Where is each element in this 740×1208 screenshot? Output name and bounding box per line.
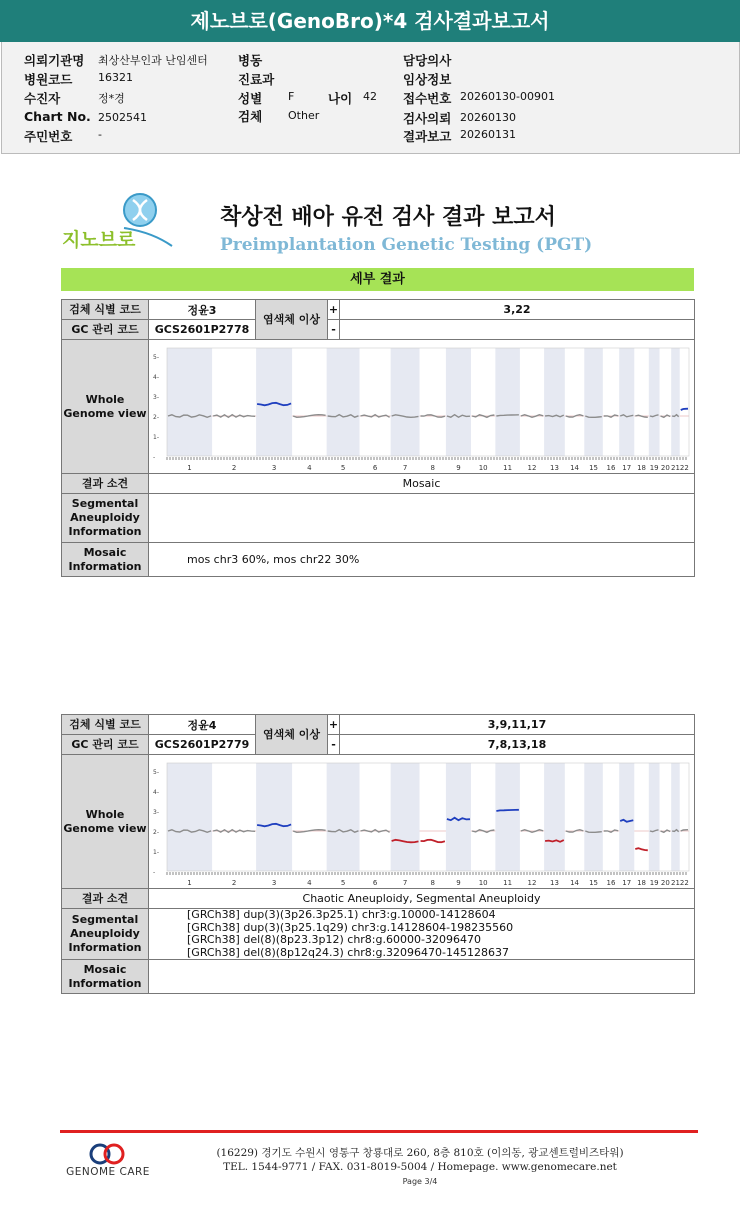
segmental-line: [GRCh38] dup(3)(3p25.1q29) chr3:g.14128604-198235560	[187, 920, 514, 934]
chromosome-band	[544, 348, 565, 456]
segmental-line: [GRCh38] dup(3)(3p26.3p25.1) chr3:g.10000-14128604	[187, 908, 496, 921]
cnv-segment-chr8	[421, 840, 445, 842]
section-title: 세부 결과	[61, 268, 694, 291]
page-number: Page 3/4	[402, 1177, 438, 1186]
report-title-english: Preimplantation Genetic Testing (PGT)	[220, 235, 593, 255]
y-tick-label: 1-	[153, 434, 159, 441]
cnv-segment-chr20	[661, 830, 671, 832]
whole-genome-plot-cell	[149, 340, 695, 474]
segmental-label: Segmental Aneuploidy Information	[62, 909, 149, 960]
segmental-label: Segmental Aneuploidy Information	[62, 494, 149, 543]
x-tick-label: 14	[570, 464, 580, 472]
gc-code-value: GCS2601P2778	[149, 320, 256, 340]
x-tick-label: 22	[679, 879, 689, 887]
institution-value: 최상산부인과 난임센터	[98, 54, 208, 67]
x-tick-label: 11	[503, 879, 513, 887]
chromosome-band	[649, 348, 660, 456]
specimen-value: Other	[288, 109, 320, 122]
result-value: Mosaic	[149, 474, 695, 494]
cnv-segment-chr22	[681, 409, 688, 410]
x-tick-label: 6	[372, 464, 378, 472]
chromosome-band	[671, 348, 680, 456]
chromosome-band	[391, 348, 420, 456]
x-tick-label: 15	[589, 879, 599, 887]
loss-sign: -	[328, 735, 340, 755]
loss-sign: -	[328, 320, 340, 340]
x-tick-label: 3	[271, 879, 277, 887]
x-tick-label: 14	[570, 879, 580, 887]
result-value: Chaotic Aneuploidy, Segmental Aneuploidy	[149, 889, 695, 909]
segmental-value	[149, 494, 695, 543]
result-table-sample-1	[61, 299, 695, 577]
result-label: 결과 소견	[62, 889, 149, 909]
cnv-segment-chr20	[661, 415, 671, 417]
x-tick-label: 16	[606, 879, 616, 887]
x-tick-label: 20	[660, 879, 670, 887]
x-tick-label: 18	[637, 464, 647, 472]
chromosome-band	[619, 763, 634, 871]
mosaic-value: mos chr3 60%, mos chr22 30%	[149, 543, 695, 577]
footer-contact: TEL. 1544-9771 / FAX. 031-8019-5004 / Homepage. www.genomecare.net	[223, 1161, 617, 1173]
whole-genome-label: Whole Genome view	[62, 340, 149, 474]
x-tick-label: 3	[271, 464, 277, 472]
chromosome-band	[584, 763, 603, 871]
x-tick-label: 8	[430, 464, 435, 472]
footer-address: (16229) 경기도 수원시 영통구 창룡대로 260, 8층 810호 (이의동, 광교센트럴비즈타워)	[216, 1147, 624, 1159]
loss-chromosomes: 7,8,13,18	[340, 735, 695, 755]
institution-label: 의뢰기관명	[24, 53, 85, 68]
chromosome-band	[327, 348, 360, 456]
x-tick-label: 13	[549, 879, 559, 887]
chrom-abnormal-label: 염색체 이상	[256, 300, 328, 340]
receipt-no-label: 접수번호	[403, 91, 452, 106]
doctor-label: 담당의사	[403, 53, 452, 68]
cnv-segment-chr18	[635, 848, 648, 850]
y-tick-label: 2-	[153, 829, 159, 836]
patient-value: 정*경	[98, 92, 125, 105]
chromosome-band	[256, 348, 292, 456]
whole-genome-plot-cell	[149, 755, 695, 889]
x-tick-label: 11	[503, 464, 513, 472]
ward-label: 병동	[238, 53, 263, 68]
whole-genome-label: Whole Genome view	[62, 755, 149, 889]
ssn-value: -	[98, 128, 102, 141]
gc-code-value: GCS2601P2779	[149, 735, 256, 755]
mosaic-value	[149, 960, 695, 994]
x-tick-label: 19	[649, 464, 659, 472]
gc-code-label: GC 관리 코드	[62, 735, 149, 755]
chrom-abnormal-label: 염색체 이상	[256, 715, 328, 755]
request-date-value: 20260130	[460, 111, 516, 124]
genome-care-icon	[60, 1142, 156, 1166]
plot-frame	[167, 348, 689, 456]
result-table-sample-2	[61, 714, 695, 994]
gain-sign: +	[328, 300, 340, 320]
dna-person-icon	[60, 190, 180, 260]
chromosome-band	[495, 763, 520, 871]
x-tick-label: 13	[549, 464, 559, 472]
sex-label: 성별	[238, 91, 263, 106]
result-label: 결과 소견	[62, 474, 149, 494]
x-tick-label: 4	[307, 464, 312, 472]
x-tick-label: 15	[589, 464, 599, 472]
loss-chromosomes	[340, 320, 695, 340]
cnv-segment-chr2	[213, 830, 255, 833]
chromosome-band	[584, 348, 603, 456]
report-date-value: 20260131	[460, 128, 516, 141]
sample-id-value: 정윤3	[149, 300, 256, 320]
segmental-line: [GRCh38] del(8)(8p12q24.3) chr8:g.32096470-145128637	[187, 945, 509, 959]
chart-no-value: 2502541	[98, 111, 147, 124]
y-tick-label: 3-	[153, 394, 159, 401]
mosaic-label: Mosaic Information	[62, 960, 149, 994]
chromosome-band	[446, 348, 471, 456]
whole-genome-plot	[149, 340, 695, 473]
sex-value: F	[288, 90, 295, 103]
gain-chromosomes: 3,22	[340, 300, 695, 320]
chromosome-band	[446, 763, 471, 871]
gain-sign: +	[328, 715, 340, 735]
y-tick-label: 3-	[153, 809, 159, 816]
gain-chromosomes: 3,9,11,17	[340, 715, 695, 735]
company-name: GENOME CARE	[66, 1166, 150, 1178]
patient-label: 수진자	[24, 91, 61, 106]
chart-no-label: Chart No.	[24, 109, 91, 124]
x-tick-label: 5	[340, 464, 346, 472]
x-tick-label: 10	[478, 879, 488, 887]
x-tick-label: 7	[402, 879, 408, 887]
report-banner-title: 제노브로(GenoBro)*4 검사결과보고서	[0, 0, 740, 42]
sample-id-label: 검체 식별 코드	[62, 300, 149, 320]
mosaic-label: Mosaic Information	[62, 543, 149, 577]
footer-divider	[60, 1130, 698, 1133]
chromosome-band	[167, 763, 212, 871]
x-tick-label: 22	[679, 464, 689, 472]
x-tick-label: 1	[187, 879, 192, 887]
chromosome-band	[167, 348, 212, 456]
report-date-label: 결과보고	[403, 129, 452, 144]
chromosome-band	[619, 348, 634, 456]
x-tick-label: 12	[527, 464, 537, 472]
y-tick-label: -	[153, 454, 156, 461]
x-tick-label: 9	[456, 464, 461, 472]
whole-genome-plot	[149, 755, 695, 888]
segmental-value	[149, 909, 695, 960]
y-tick-label: -	[153, 869, 156, 876]
segmental-line: [GRCh38] del(8)(8p23.3p12) chr8:g.60000-32096470	[187, 933, 481, 946]
chromosome-band	[327, 763, 360, 871]
x-tick-label: 21	[670, 879, 680, 887]
footer-address-block	[160, 1146, 680, 1174]
y-tick-label: 4-	[153, 789, 159, 796]
age-value: 42	[363, 90, 377, 103]
genobro-logo	[60, 190, 180, 260]
x-tick-label: 17	[622, 879, 632, 887]
y-tick-label: 5-	[153, 354, 159, 361]
dept-label: 진료과	[238, 72, 275, 87]
x-tick-label: 17	[622, 464, 632, 472]
x-tick-label: 12	[527, 879, 537, 887]
x-tick-label: 6	[372, 879, 378, 887]
x-tick-label: 18	[637, 879, 647, 887]
x-tick-label: 19	[649, 879, 659, 887]
chromosome-band	[495, 348, 520, 456]
report-title-korean: 착상전 배아 유전 검사 결과 보고서	[220, 205, 556, 230]
chromosome-band	[256, 763, 292, 871]
hospital-code-label: 병원코드	[24, 72, 73, 87]
hospital-code-value: 16321	[98, 71, 133, 84]
patient-info-panel	[1, 42, 740, 154]
ssn-label: 주민번호	[24, 129, 73, 144]
x-tick-label: 5	[340, 879, 346, 887]
chromosome-band	[544, 763, 565, 871]
x-tick-label: 8	[430, 879, 435, 887]
x-tick-label: 10	[478, 464, 488, 472]
y-tick-label: 4-	[153, 374, 159, 381]
clinical-info-label: 임상정보	[403, 72, 452, 87]
x-tick-label: 1	[187, 464, 192, 472]
logo-text: 지노브로	[62, 229, 136, 251]
y-tick-label: 2-	[153, 414, 159, 421]
plot-frame	[167, 763, 689, 871]
chromosome-band	[649, 763, 660, 871]
x-tick-label: 4	[307, 879, 312, 887]
x-tick-label: 16	[606, 464, 616, 472]
y-tick-label: 5-	[153, 769, 159, 776]
chromosome-band	[391, 763, 420, 871]
receipt-no-value: 20260130-00901	[460, 90, 555, 103]
x-tick-label: 2	[231, 879, 237, 887]
x-tick-label: 20	[660, 464, 670, 472]
age-label: 나이	[328, 91, 353, 106]
sample-id-value: 정윤4	[149, 715, 256, 735]
x-tick-label: 2	[231, 464, 237, 472]
cnv-segment-chr2	[213, 415, 255, 418]
chromosome-band	[671, 763, 680, 871]
sample-id-label: 검체 식별 코드	[62, 715, 149, 735]
x-tick-label: 9	[456, 879, 461, 887]
x-tick-label: 7	[402, 464, 408, 472]
gc-code-label: GC 관리 코드	[62, 320, 149, 340]
x-tick-label: 21	[670, 464, 680, 472]
y-tick-label: 1-	[153, 849, 159, 856]
specimen-label: 검체	[238, 109, 263, 124]
request-date-label: 검사의뢰	[403, 111, 452, 126]
